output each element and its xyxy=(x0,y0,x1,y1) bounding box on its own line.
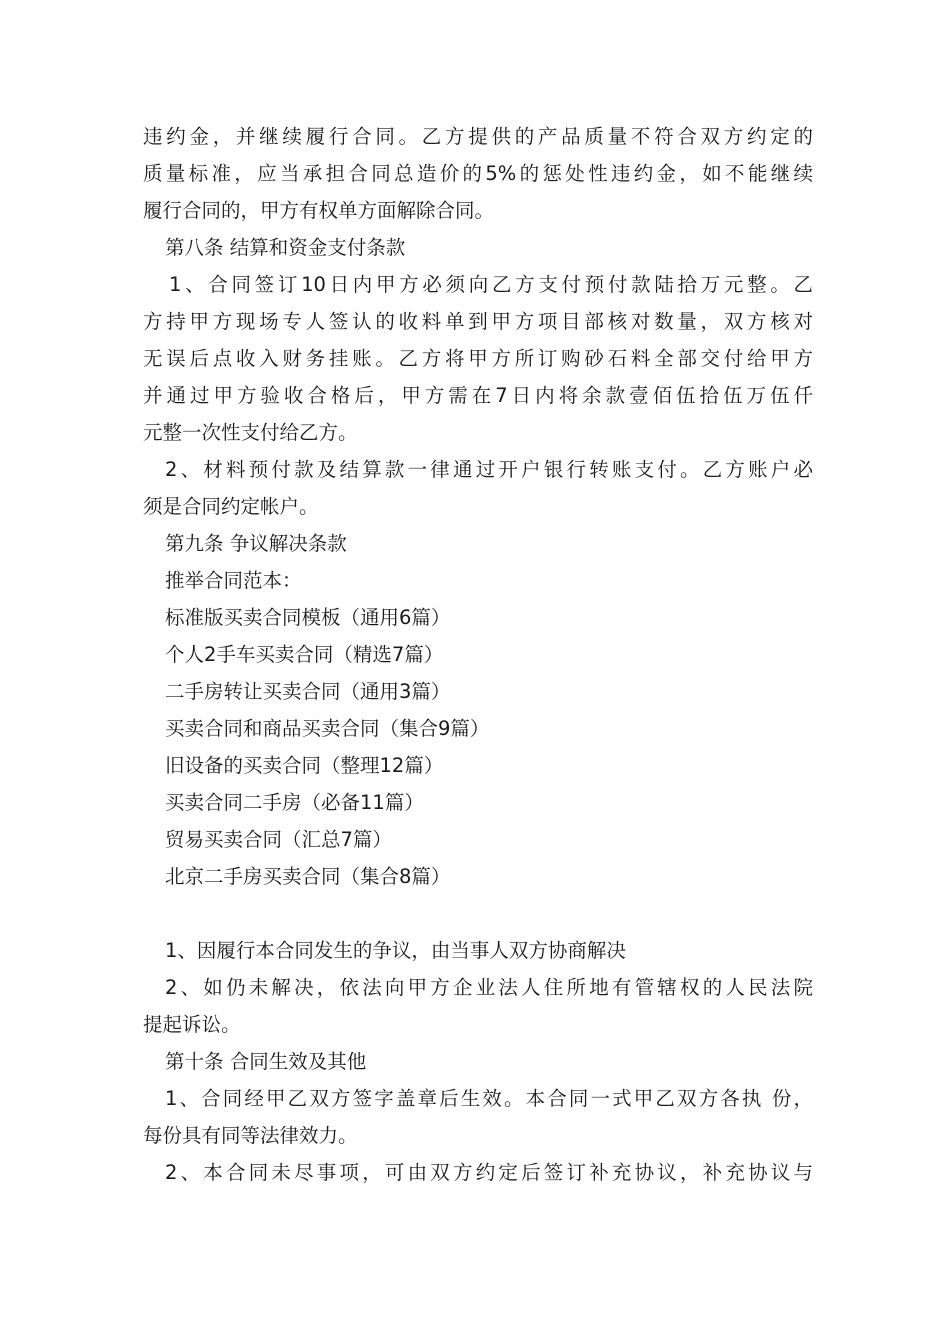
paragraph-line: 2、材料预付款及结算款一律通过开户银行转账支付。乙方账户必 xyxy=(165,458,813,481)
recommend-link[interactable]: 买卖合同和商品买卖合同（集合9篇） xyxy=(165,717,490,740)
recommend-link[interactable]: 贸易买卖合同（汇总7篇） xyxy=(165,828,392,851)
paragraph-line: 方持甲方现场专人签认的收料单到甲方项目部核对数量，双方核对 xyxy=(143,310,813,333)
recommend-link[interactable]: 二手房转让买卖合同（通用3篇） xyxy=(165,680,451,703)
paragraph-line: 1、合同经甲乙双方签字盖章后生效。本合同一式甲乙双方各执 份， xyxy=(165,1087,813,1110)
paragraph-line: 履行合同的，甲方有权单方面解除合同。 xyxy=(143,199,495,222)
recommend-link[interactable]: 标准版买卖合同模板（通用6篇） xyxy=(165,606,451,629)
paragraph-line: 无误后点收入财务挂账。乙方将甲方所订购砂石料全部交付给甲方 xyxy=(143,347,813,370)
paragraph-line: 须是合同约定帐户。 xyxy=(143,495,319,518)
paragraph-line: 1、因履行本合同发生的争议，由当事人双方协商解决 xyxy=(165,939,626,962)
recommend-link[interactable]: 旧设备的买卖合同（整理12篇） xyxy=(165,754,444,777)
recommend-link[interactable]: 北京二手房买卖合同（集合8篇） xyxy=(165,865,451,888)
paragraph-line: 违约金，并继续履行合同。乙方提供的产品质量不符合双方约定的 xyxy=(143,125,813,148)
paragraph-line: 并通过甲方验收合格后，甲方需在7日内将余款壹佰伍拾伍万伍仟 xyxy=(143,384,813,407)
paragraph-line: 质量标准，应当承担合同总造价的5%的惩处性违约金，如不能继续 xyxy=(143,162,813,185)
paragraph-line: 每份具有同等法律效力。 xyxy=(143,1124,358,1147)
recommend-heading: 推举合同范本： xyxy=(165,569,302,592)
article-heading: 第十条 合同生效及其他 xyxy=(165,1050,367,1073)
article-heading: 第九条 争议解决条款 xyxy=(165,532,347,555)
recommend-link[interactable]: 个人2手车买卖合同（精选7篇） xyxy=(165,643,444,666)
blank-line xyxy=(143,895,813,932)
paragraph-line: 提起诉讼。 xyxy=(143,1013,241,1036)
recommend-link[interactable]: 买卖合同二手房（必备11篇） xyxy=(165,791,424,814)
paragraph-line: 2、本合同未尽事项，可由双方约定后签订补充协议，补充协议与 xyxy=(165,1161,813,1184)
paragraph-line: 元整一次性支付给乙方。 xyxy=(143,421,358,444)
paragraph-line: 1、合同签订10日内甲方必须向乙方支付预付款陆拾万元整。乙 xyxy=(169,273,813,296)
article-heading: 第八条 结算和资金支付条款 xyxy=(165,236,406,259)
document-body xyxy=(143,118,813,1191)
paragraph-line: 2、如仍未解决，依法向甲方企业法人住所地有管辖权的人民法院 xyxy=(165,976,813,999)
